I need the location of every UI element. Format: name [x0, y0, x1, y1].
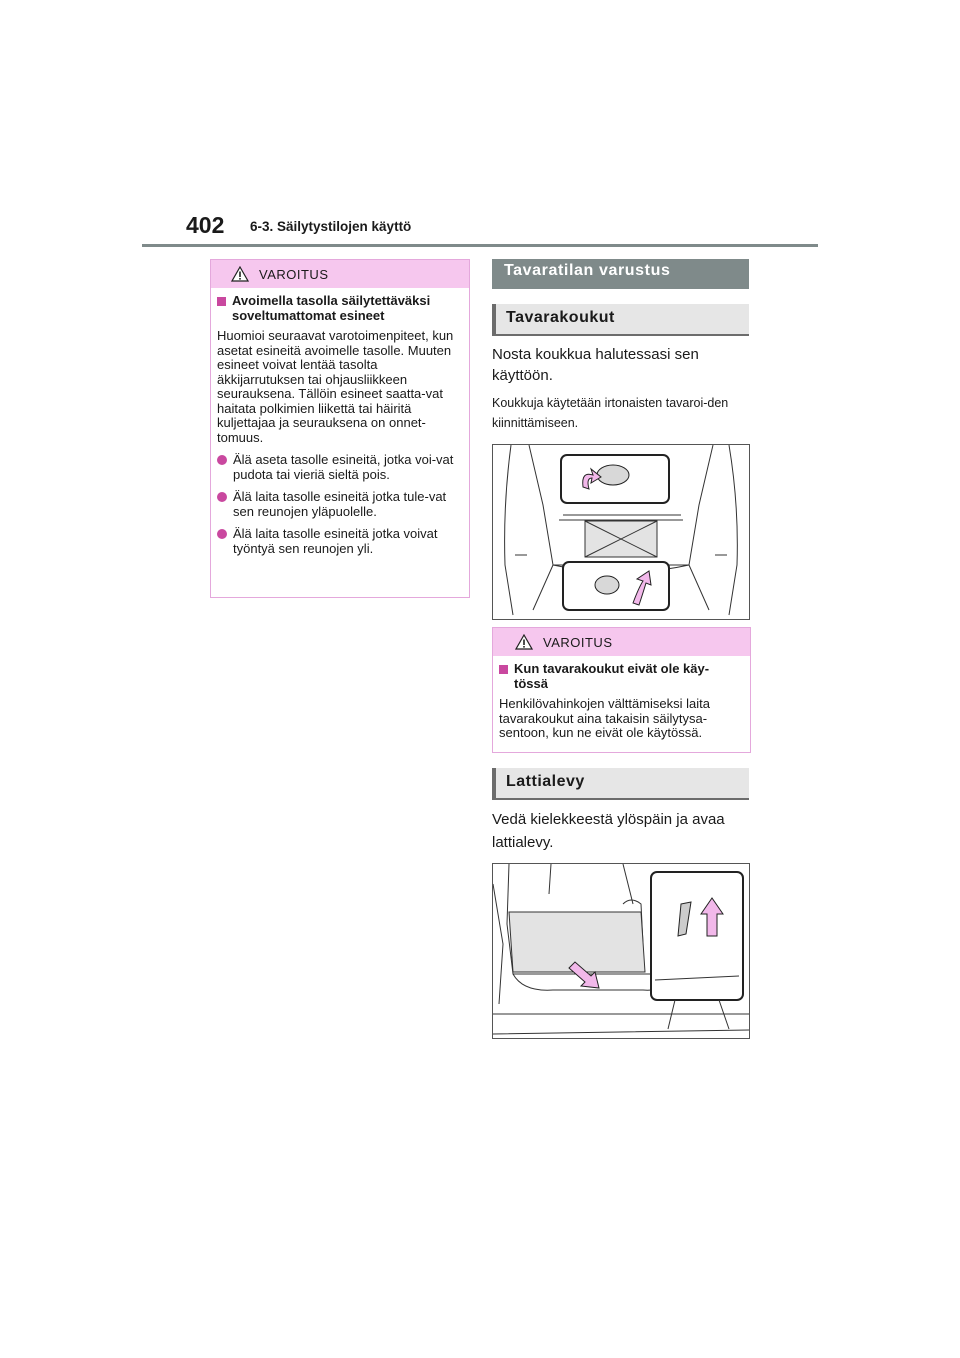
warning-paragraph: Huomioi seuraavat varotoimenpiteet, kun asetat esineitä avoimelle tasolle. Muuten esineet voivat lentää tasolta äkkijarrutuksen tai ohjausliikkeen seurauksena. Tällöin esineet saatta-vat haitata polkimien liikettä tai häiritä kuljettajaa ja seurauksena on onnet-tomuus. [217, 328, 454, 445]
round-bullet-icon [217, 492, 227, 502]
warning-box-hooks [492, 627, 751, 753]
warning-bullet-text: Älä aseta tasolle esineitä, jotka voi-vat pudota tai vieriä sieltä pois. [233, 452, 454, 482]
warning-bullet [217, 453, 461, 482]
hooks-note: Koukkuja käytetään irtonaisten tavaroi-den kiinnittämiseen. [492, 396, 729, 430]
warning-title: VAROITUS [543, 635, 613, 650]
warning-header [493, 628, 750, 656]
warning-bullet-text: Älä laita tasolle esineitä jotka tule-vat sen reunojen yläpuolelle. [233, 489, 447, 519]
cargo-hooks-illustration [492, 444, 750, 620]
page-number: 402 [186, 212, 225, 238]
warning-subheading-text: Avoimella tasolla säilytettäväksi soveltumattomat esineet [232, 293, 431, 323]
warning-subheading-text: Kun tavarakoukut eivät ole käy-tössä [514, 661, 710, 691]
warning-header [211, 260, 469, 288]
warning-paragraph: Henkilövahinkojen välttämiseksi laita tavarakoukut aina takaisin säilytysa-sentoon, kun ne eivät ole käytössä. [499, 696, 710, 740]
warning-triangle-icon [515, 634, 533, 650]
warning-bullet-text: Älä laita tasolle esineitä jotka voivat työntyä sen reunojen yli. [233, 526, 438, 556]
warning-triangle-icon [231, 266, 249, 282]
warning-box-open-tray [210, 259, 470, 598]
square-bullet-icon [499, 665, 508, 674]
round-bullet-icon [217, 529, 227, 539]
hooks-instruction: Nosta koukkua halutessasi sen käyttöön. [492, 346, 699, 384]
round-bullet-icon [217, 455, 227, 465]
warning-title: VAROITUS [259, 267, 329, 282]
subsection-hooks-title: Tavarakoukut [492, 304, 749, 336]
warning-bullet [217, 527, 461, 556]
chapter-reference: 6-3. Säilytystilojen käyttö [250, 219, 412, 234]
warning-subheading [217, 294, 461, 323]
subsection-floor-title: Lattialevy [492, 768, 749, 800]
warning-subheading [499, 662, 742, 691]
floor-instruction: Vedä kielekkeestä ylöspäin ja avaa lattialevy. [492, 811, 725, 851]
section-banner: Tavaratilan varustus [492, 259, 749, 289]
header-divider [142, 244, 818, 247]
floor-board-illustration [492, 863, 750, 1039]
warning-bullet [217, 490, 461, 519]
square-bullet-icon [217, 297, 226, 306]
